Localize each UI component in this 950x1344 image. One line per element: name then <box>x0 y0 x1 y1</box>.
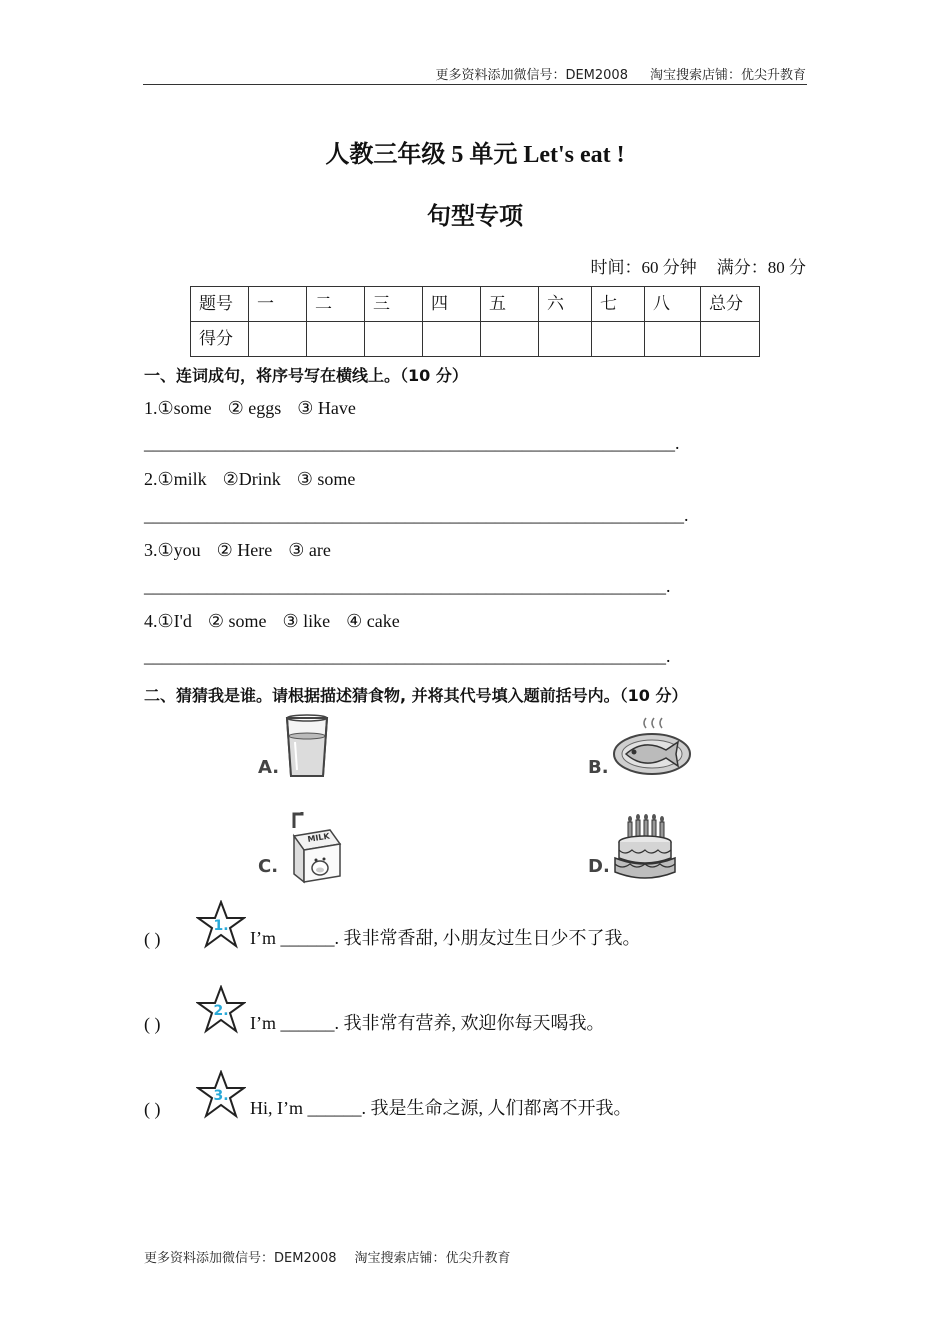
picture-a-label: A. <box>258 757 280 778</box>
score-input-cell[interactable] <box>701 322 760 357</box>
page-title: 人教三年级 5 单元 Let's eat ! <box>325 142 625 168</box>
question-number: 2. <box>144 469 158 489</box>
score-cell: 题号 <box>191 287 249 322</box>
time-limit: 时间：60 分钟 <box>590 258 697 277</box>
star-number-icon <box>196 985 246 1037</box>
star-number-icon <box>196 900 246 952</box>
page-subtitle: 句型专项 <box>427 204 523 230</box>
guess-item-1 <box>144 900 641 952</box>
score-input-cell[interactable] <box>539 322 592 357</box>
word-option: ③ Have <box>297 398 356 418</box>
picture-b-label: B. <box>588 757 609 778</box>
word-option: ①milk <box>157 469 207 489</box>
header-wechat: 更多资料添加微信号：DEM2008 <box>435 68 628 83</box>
word-option: ② some <box>207 611 267 631</box>
fish-plate-icon <box>612 714 692 778</box>
word-option: ③ like <box>282 611 331 631</box>
score-cell: 四 <box>423 287 481 322</box>
score-table-score-row <box>191 322 760 357</box>
svg-text:1.: 1. <box>213 918 229 934</box>
guess-text: I’m ______. 我非常有营养, 欢迎你每天喝我。 <box>250 1013 605 1033</box>
word-option: ①I'd <box>157 611 192 631</box>
full-score: 满分：80 分 <box>716 258 806 277</box>
guess-text: Hi, I’m ______. 我是生命之源, 人们都离不开我。 <box>250 1098 632 1118</box>
guess-item-3 <box>144 1070 632 1122</box>
guess-item-2 <box>144 985 605 1037</box>
page-header <box>413 64 806 83</box>
answer-line-2[interactable]: ____________________________________________________________. <box>144 505 689 525</box>
answer-line-1[interactable]: ___________________________________________________________. <box>144 433 680 453</box>
question-number: 1. <box>144 398 158 418</box>
question-1 <box>144 398 372 419</box>
word-option: ③ are <box>288 540 331 560</box>
word-option: ② eggs <box>227 398 282 418</box>
answer-parentheses[interactable]: ( ) <box>144 1014 161 1034</box>
score-input-cell[interactable] <box>365 322 423 357</box>
score-cell: 六 <box>539 287 592 322</box>
milk-carton-icon <box>274 810 346 884</box>
word-option: ②Drink <box>222 469 281 489</box>
svg-text:3.: 3. <box>213 1088 229 1104</box>
word-option: ② Here <box>216 540 273 560</box>
score-input-cell[interactable] <box>249 322 307 357</box>
answer-parentheses[interactable]: ( ) <box>144 929 161 949</box>
score-cell: 二 <box>307 287 365 322</box>
answer-line-4[interactable]: __________________________________________________________. <box>144 646 671 666</box>
word-option: ①you <box>157 540 201 560</box>
word-option: ①some <box>157 398 212 418</box>
footer-shop: 淘宝搜索店铺：优尖升教育 <box>354 1251 511 1266</box>
score-cell: 三 <box>365 287 423 322</box>
guess-text: I’m ______. 我非常香甜, 小朋友过生日少不了我。 <box>250 928 641 948</box>
question-number: 4. <box>144 611 158 631</box>
time-info <box>591 253 807 278</box>
footer-wechat: 更多资料添加微信号：DEM2008 <box>144 1251 337 1266</box>
picture-c-label: C. <box>258 856 279 877</box>
score-cell: 八 <box>645 287 701 322</box>
question-2 <box>144 469 371 490</box>
svg-text:2.: 2. <box>213 1003 229 1019</box>
score-input-cell[interactable] <box>307 322 365 357</box>
answer-line-3[interactable]: __________________________________________________________. <box>144 576 671 596</box>
score-input-cell[interactable] <box>423 322 481 357</box>
score-cell: 一 <box>249 287 307 322</box>
question-number: 3. <box>144 540 158 560</box>
birthday-cake-icon <box>612 812 676 882</box>
score-table-header-row <box>191 287 760 322</box>
header-divider <box>143 84 807 85</box>
star-number-icon <box>196 1070 246 1122</box>
page-footer <box>144 1247 529 1266</box>
answer-parentheses[interactable]: ( ) <box>144 1099 161 1119</box>
score-cell: 七 <box>592 287 645 322</box>
score-input-cell[interactable] <box>592 322 645 357</box>
section2-heading: 二、猜猜我是谁。请根据描述猜食物, 并将其代号填入题前括号内。（10 分） <box>144 686 688 705</box>
section1-heading: 一、连词成句，将序号写在横线上。（10 分） <box>144 366 468 385</box>
score-cell: 五 <box>481 287 539 322</box>
score-cell: 总分 <box>701 287 760 322</box>
score-input-cell[interactable] <box>645 322 701 357</box>
glass-of-water-icon <box>282 714 332 780</box>
header-shop: 淘宝搜索店铺：优尖升教育 <box>649 68 806 83</box>
score-table <box>190 286 760 357</box>
question-4 <box>144 611 416 632</box>
picture-d-label: D. <box>588 856 610 877</box>
svg-text:MILK: MILK <box>306 831 331 844</box>
question-3 <box>144 540 347 561</box>
word-option: ③ some <box>296 469 356 489</box>
score-input-cell[interactable] <box>481 322 539 357</box>
score-row-label: 得分 <box>191 322 249 357</box>
word-option: ④ cake <box>346 611 400 631</box>
